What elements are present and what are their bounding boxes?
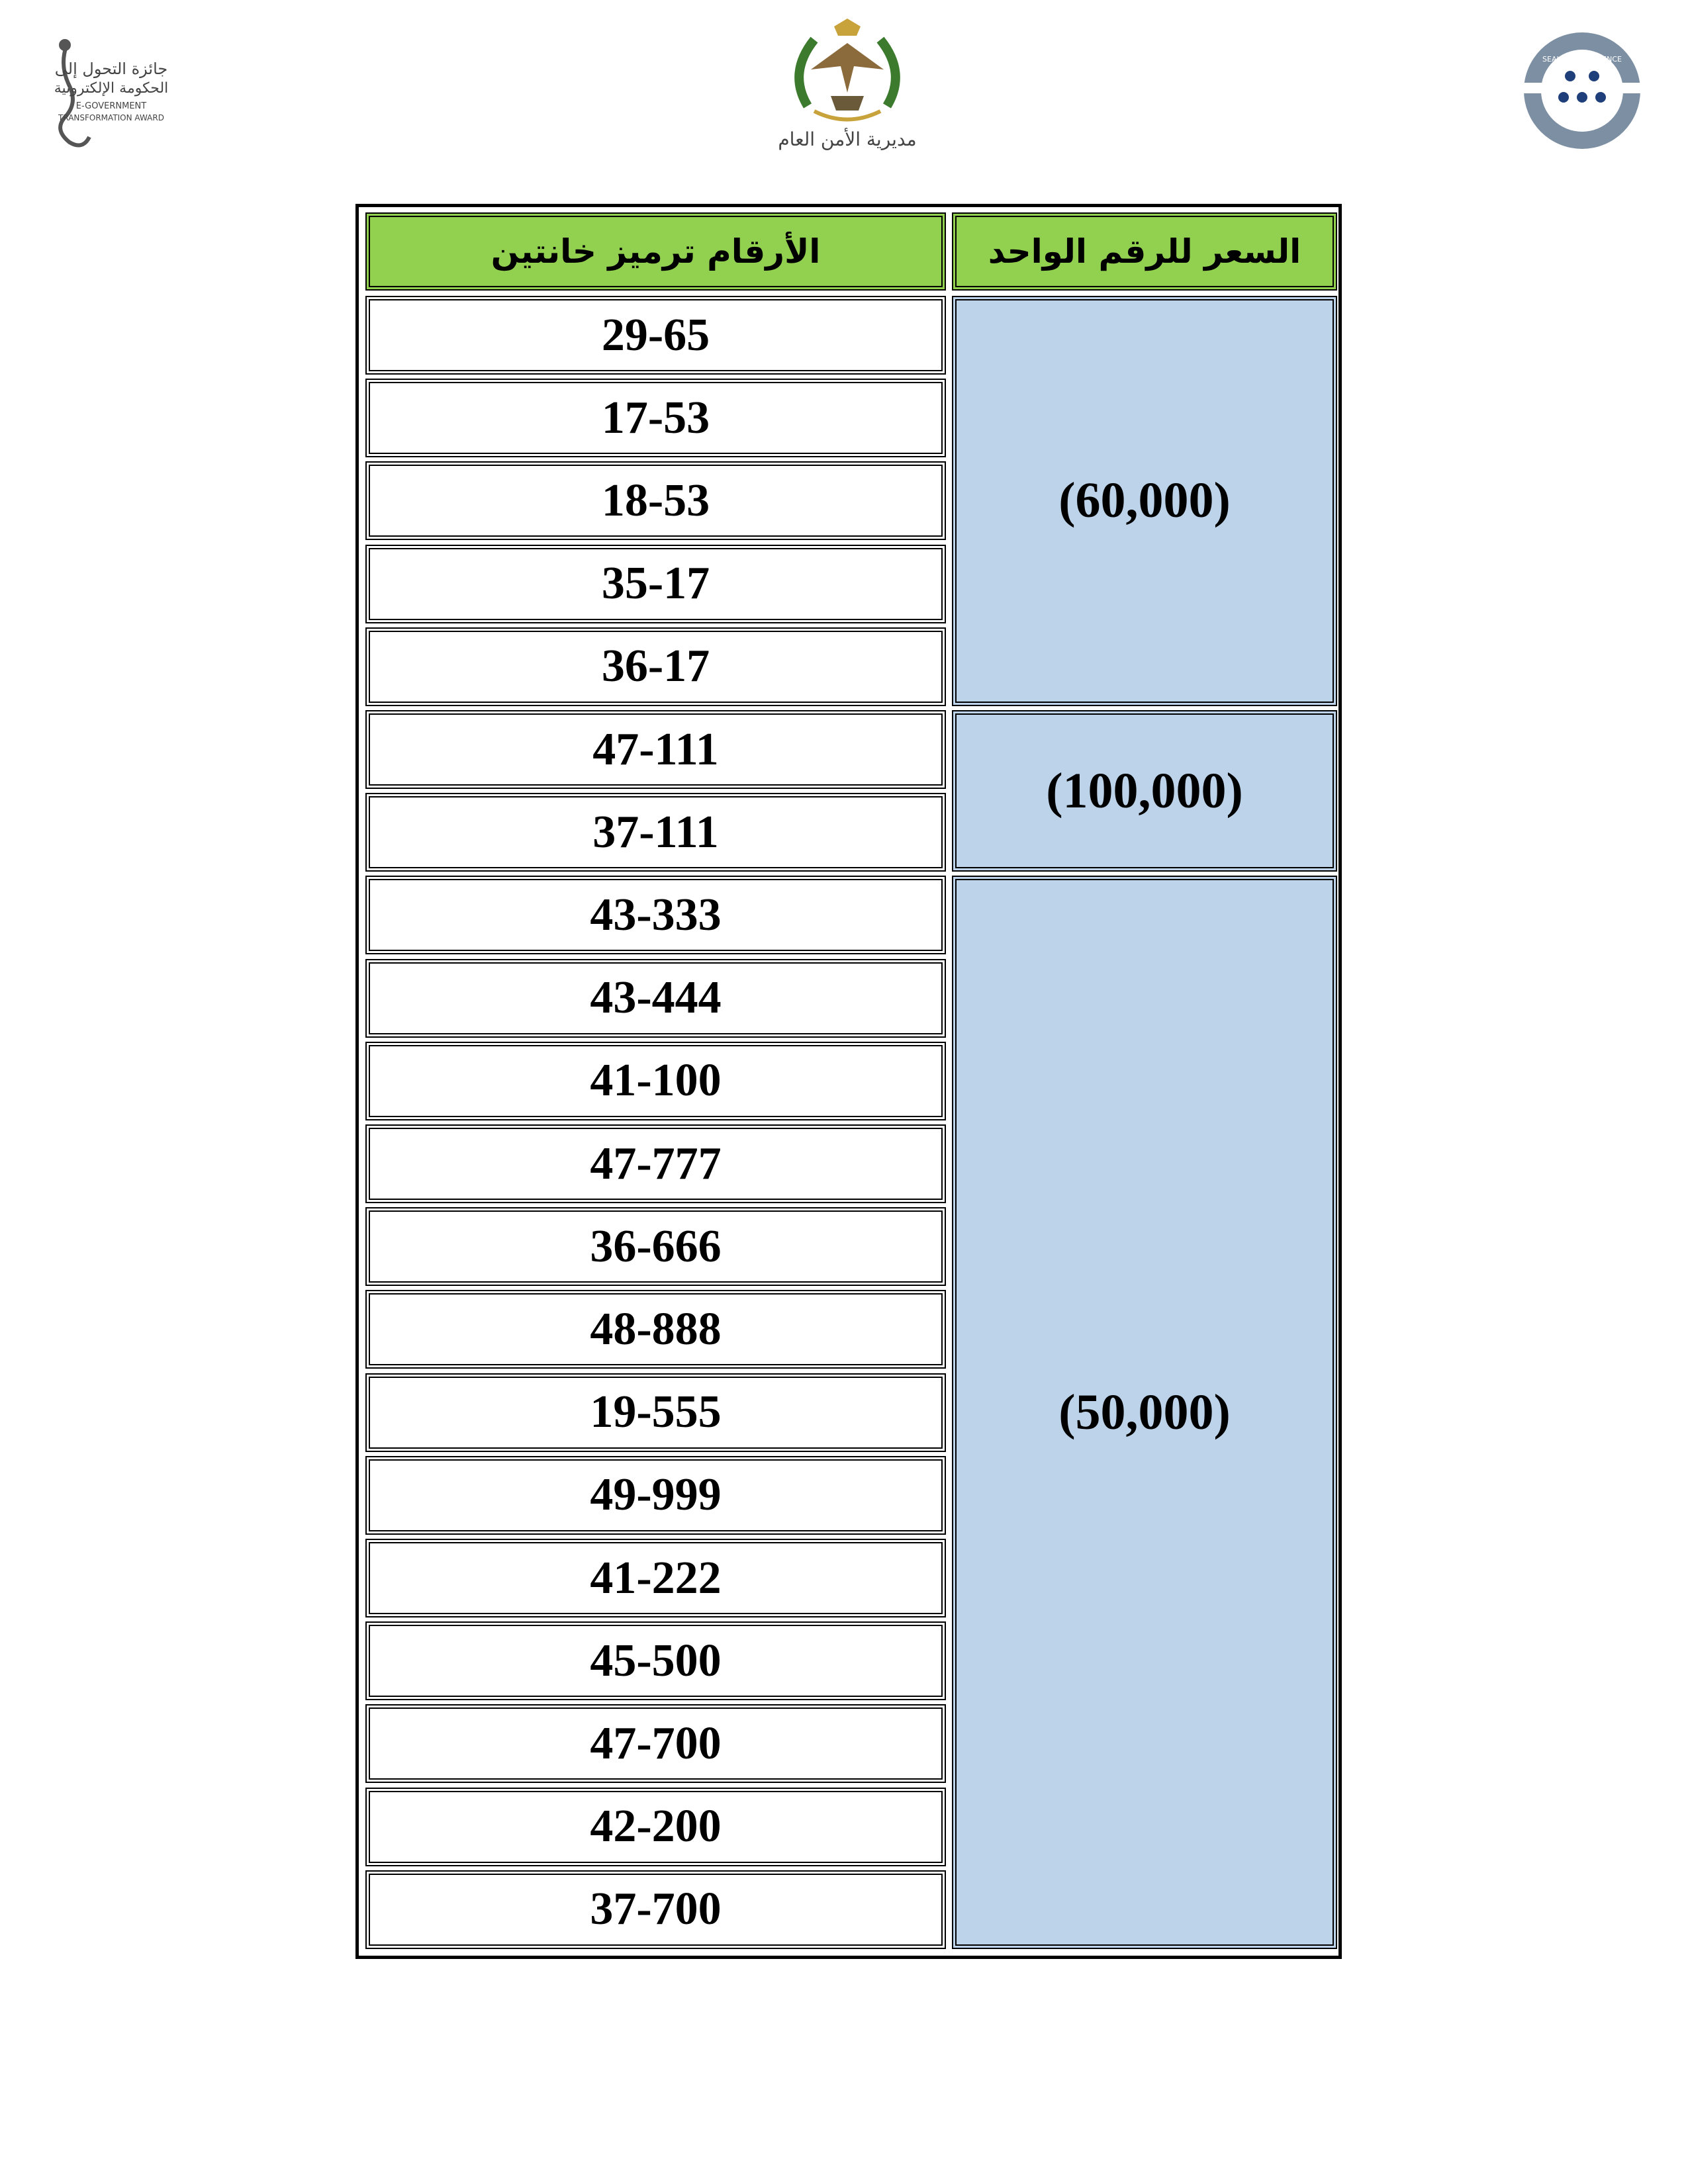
egov-award-logo xyxy=(40,26,199,159)
number-cell: 41-222 xyxy=(365,1539,946,1617)
number-cell: 37-111 xyxy=(365,793,946,872)
svg-text:E-GOVERNMENT: E-GOVERNMENT xyxy=(75,101,147,111)
number-cell: 43-444 xyxy=(365,959,946,1038)
header-numbers: الأرقام ترميز خانتين xyxy=(365,212,946,291)
svg-text:TRANSFORMATION AWARD: TRANSFORMATION AWARD xyxy=(58,113,164,122)
svg-text:الحكومة الإلكترونية: الحكومة الإلكترونية xyxy=(54,80,169,97)
svg-text:SEAL OF EXCELLENCE: SEAL OF EXCELLENCE xyxy=(1542,55,1622,64)
number-cell: 35-17 xyxy=(365,545,946,623)
number-cell: 18-53 xyxy=(365,461,946,540)
number-cell: 37-700 xyxy=(365,1870,946,1949)
price-table xyxy=(355,204,1342,1959)
price-cell: (60,000) xyxy=(952,296,1337,706)
seal-of-excellence-logo xyxy=(1516,30,1648,156)
svg-text:جائزة التحول إلى: جائزة التحول إلى xyxy=(54,60,168,78)
svg-text:مديرية الأمن العام: مديرية الأمن العام xyxy=(778,128,917,150)
header-price: السعر للرقم الواحد xyxy=(952,212,1337,291)
number-cell: 19-555 xyxy=(365,1373,946,1452)
number-cell: 48-888 xyxy=(365,1290,946,1369)
price-cell: (50,000) xyxy=(952,876,1337,1948)
number-cell: 45-500 xyxy=(365,1621,946,1700)
number-cell: 17-53 xyxy=(365,379,946,457)
number-cell: 47-700 xyxy=(365,1704,946,1783)
number-cell: 47-111 xyxy=(365,710,946,789)
number-cell: 36-17 xyxy=(365,627,946,706)
number-cell: 49-999 xyxy=(365,1456,946,1535)
number-cell: 41-100 xyxy=(365,1042,946,1120)
number-cell: 29-65 xyxy=(365,296,946,375)
number-cell: 36-666 xyxy=(365,1207,946,1286)
number-cell: 42-200 xyxy=(365,1788,946,1866)
public-security-emblem xyxy=(768,13,927,159)
price-cell: (100,000) xyxy=(952,710,1337,872)
number-cell: 43-333 xyxy=(365,876,946,954)
number-cell: 47-777 xyxy=(365,1124,946,1203)
